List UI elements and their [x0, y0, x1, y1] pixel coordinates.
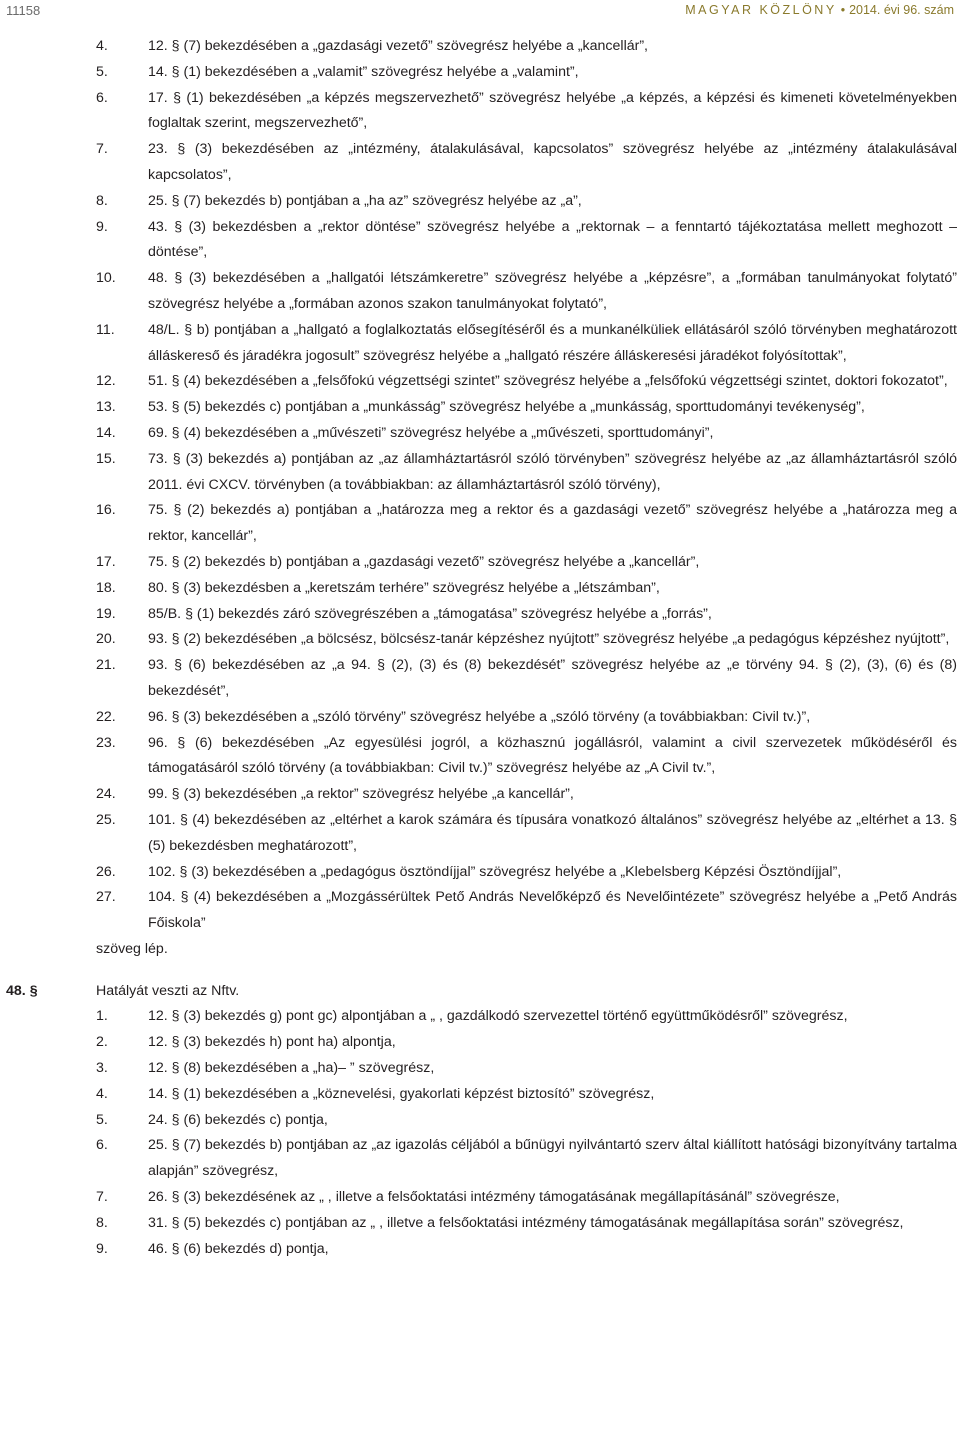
- list-item-number: 4.: [96, 38, 108, 54]
- list-item: [0, 1030, 960, 1056]
- list-item: [0, 1056, 960, 1082]
- list-item: [0, 808, 960, 860]
- list-item: [0, 1211, 960, 1237]
- list-item: [0, 421, 960, 447]
- list-item: [0, 395, 960, 421]
- list-item-number: 12.: [96, 373, 116, 390]
- list-item-number: 21.: [96, 657, 116, 674]
- list-item-number: 2.: [96, 1034, 108, 1051]
- list-item-text: 26. § (3) bekezdésének az „ , illetve a felsőoktatási intézmény támogatásának megállapításánál” szövegrésze,: [148, 1189, 840, 1206]
- list-item-text: 14. § (1) bekezdésében a „valamit” szövegrész helyébe a „valamint”,: [148, 63, 579, 80]
- list-item: [0, 498, 960, 550]
- list-item-text: 104. § (4) bekezdésében a „Mozgássérültek Pető András Nevelőképző és Nevelőintézete” szövegrész helyébe a „Pető András Főiskola”: [148, 889, 957, 932]
- list-item-number: 19.: [96, 605, 116, 622]
- list-item: [0, 60, 960, 86]
- list-item: [0, 1133, 960, 1185]
- list-item-number: 6.: [96, 89, 108, 106]
- list-item-text: 75. § (2) bekezdés b) pontjában a „gazdasági vezető” szövegrész helyébe a „kancellár”,: [148, 553, 700, 570]
- list-item: [0, 782, 960, 808]
- list-item: [0, 1237, 960, 1263]
- document-body: [0, 34, 960, 1262]
- list-item: [0, 627, 960, 653]
- list-item: [0, 1185, 960, 1211]
- list-item-number: 16.: [96, 502, 116, 519]
- list-item: [0, 369, 960, 395]
- list-item-text: 101. § (4) bekezdésében az „eltérhet a karok számára és típusára vonatkozó általános” szövegrész helyébe az „eltérhet a 13. § (5) bekezdésben meghatározott”,: [148, 811, 957, 854]
- list-item-number: 13.: [96, 399, 116, 416]
- list-item-number: 23.: [96, 734, 116, 751]
- list-item-number: 11.: [96, 321, 115, 338]
- list-item: [0, 1082, 960, 1108]
- list-item: [0, 137, 960, 189]
- list-item-number: 4.: [96, 1085, 108, 1102]
- list-item-number: 22.: [96, 708, 116, 725]
- list-item-text: 93. § (2) bekezdésében „a bölcsész, bölcsész-tanár képzéshez nyújtott” szövegrész helyébe „a pedagógus képzéshez nyújtott”,: [148, 631, 950, 648]
- list-item-text: 23. § (3) bekezdésében az „intézmény, átalakulásával, kapcsolatos” szövegrész helyébe az „intézmény átalakulásával kapcsolatos”,: [148, 141, 957, 183]
- list-item-number: 5.: [96, 1111, 108, 1128]
- section-number: 48. §: [6, 982, 38, 999]
- list-item: [0, 705, 960, 731]
- list-item-text: 80. § (3) bekezdésben a „keretszám terhére” szövegrész helyébe a „létszámban”,: [148, 579, 660, 596]
- list-item-text: 53. § (5) bekezdés c) pontjában a „munkásság” szövegrész helyébe a „munkásság, sporttudományi tevékenység”,: [148, 399, 865, 416]
- list-item-number: 26.: [96, 863, 116, 880]
- list-item-number: 1.: [96, 1008, 108, 1025]
- journal-title: [685, 3, 954, 17]
- list-item-number: 3.: [96, 1060, 108, 1077]
- list-item-text: 48. § (3) bekezdésében a „hallgatói létszámkeretre” szövegrész helyébe a „képzésre”, a „formában tanulmányokat folytató” szövegrész helyébe a „formában azonos szakon tanulmányokat folytató”,: [148, 270, 957, 312]
- list-item-number: 7.: [96, 141, 108, 158]
- amendment-list: [0, 34, 960, 937]
- list-item: [0, 602, 960, 628]
- list-item-number: 6.: [96, 1137, 108, 1154]
- list-item-number: 15.: [96, 450, 116, 467]
- list-item-text: 12. § (7) bekezdésében a „gazdasági vezető” szövegrész helyébe a „kancellár”,: [148, 38, 648, 54]
- list-item-number: 9.: [96, 218, 108, 235]
- list-item-number: 5.: [96, 63, 108, 80]
- section-title: Hatályát veszti az Nftv.: [96, 982, 240, 999]
- list-item-text: 14. § (1) bekezdésében a „köznevelési, gyakorlati képzést biztosító” szövegrész,: [148, 1085, 655, 1102]
- list-item-number: 25.: [96, 811, 116, 828]
- list-item: [0, 1004, 960, 1030]
- list-item-number: 9.: [96, 1240, 108, 1257]
- list-item-text: 51. § (4) bekezdésében a „felsőfokú végzettségi szintet” szövegrész helyébe a „felsőfokú végzettségi szintet, doktori fokozatot”,: [148, 373, 948, 390]
- list-item-number: 24.: [96, 786, 116, 803]
- list-item-text: 85/B. § (1) bekezdés záró szövegrészében a „támogatása” szövegrész helyébe a „forrás”,: [148, 605, 712, 622]
- list-item: [0, 653, 960, 705]
- list-item-number: 8.: [96, 1214, 108, 1231]
- list-item-number: 20.: [96, 631, 116, 648]
- list-item-number: 7.: [96, 1189, 108, 1206]
- list-item-text: 43. § (3) bekezdésben a „rektor döntése” szövegrész helyébe a „rektornak – a fenntartó tájékoztatása mellett meghozott – döntése”,: [148, 218, 957, 261]
- repealed-list: [0, 1004, 960, 1262]
- list-item-text: 75. § (2) bekezdés a) pontjában a „határozza meg a rektor és a gazdasági vezető” szövegrész helyébe a „határozza meg a rektor, kancellár”,: [148, 502, 957, 545]
- list-item-text: 46. § (6) bekezdés d) pontja,: [148, 1240, 329, 1257]
- list-item-text: 25. § (7) bekezdés b) pontjában a „ha az” szövegrész helyébe az „a”,: [148, 192, 582, 209]
- list-item-text: 99. § (3) bekezdésében „a rektor” szövegrész helyébe „a kancellár”,: [148, 786, 574, 803]
- list-item-number: 8.: [96, 192, 108, 209]
- list-item-text: 12. § (3) bekezdés h) pont ha) alpontja,: [148, 1034, 396, 1051]
- list-item-text: 93. § (6) bekezdésében az „a 94. § (2), (3) és (8) bekezdését” szövegrész helyébe az „e törvény 94. § (2), (3), (6) és (8) bekezdését”,: [148, 657, 957, 699]
- list-item: [0, 318, 960, 370]
- section-48: [0, 979, 960, 1005]
- list-item: [0, 266, 960, 318]
- list-item-text: 17. § (1) bekezdésében „a képzés megszervezhető” szövegrész helyébe „a képzés, a képzési és kimeneti követelményekben foglaltak szerint, megszervezhető”,: [148, 89, 957, 132]
- list-item-number: 18.: [96, 579, 116, 596]
- journal-name: MAGYAR KÖZLÖNY: [685, 3, 837, 17]
- list-item-number: 10.: [96, 270, 116, 287]
- list-item-text: 73. § (3) bekezdés a) pontjában az „az államháztartásról szóló törvényben” szövegrész helyébe az „az államháztartásról szóló 2011. évi CXCV. törvényben (a továbbiakban: az államháztartásról szóló törvény),: [148, 450, 957, 493]
- list-item: [0, 860, 960, 886]
- list-item-text: 24. § (6) bekezdés c) pontja,: [148, 1111, 328, 1128]
- list-item: [0, 447, 960, 499]
- list-item: [0, 885, 960, 937]
- list-item: [0, 731, 960, 783]
- header-separator: •: [840, 3, 846, 17]
- closing-text: szöveg lép.: [96, 940, 168, 957]
- list-item-text: 31. § (5) bekezdés c) pontjában az „ , illetve a felsőoktatási intézmény támogatásának megállapítása során” szövegrész,: [148, 1214, 904, 1231]
- list-item-text: 12. § (8) bekezdésében a „ha)– ” szövegrész,: [148, 1060, 435, 1077]
- list-item-text: 12. § (3) bekezdés g) pont gc) alpontjában a „ , gazdálkodó szervezettel történő együttműködésről” szövegrész,: [148, 1008, 848, 1025]
- list-item: [0, 1108, 960, 1134]
- list-item: [0, 189, 960, 215]
- list-item-number: 27.: [96, 889, 116, 906]
- page-number: 11158: [6, 3, 41, 18]
- list-item-text: 96. § (6) bekezdésében „Az egyesülési jogról, a közhasznú jogállásról, valamint a civil szervezetek működéséről és támogatásáról szóló törvény (a továbbiakban: Civil tv.)” szövegrész helyébe az „A Civil tv.”,: [148, 734, 957, 777]
- list-item: [0, 34, 960, 60]
- list-item: [0, 576, 960, 602]
- list-item-text: 48/L. § b) pontjában a „hallgató a foglalkoztatás elősegítéséről és a munkanélküliek ellátásáról szóló törvényben meghatározott álláskereső és járadékra jogosult” szövegrész helyébe a „hallgató részére álláskeresési járadékot folyósítottak”,: [148, 321, 957, 364]
- list-item: [0, 86, 960, 138]
- list-item-number: 14.: [96, 424, 116, 441]
- list-item-number: 17.: [96, 553, 116, 570]
- list-item-text: 96. § (3) bekezdésében a „szóló törvény” szövegrész helyébe a „szóló törvény (a továbbiakban: Civil tv.)”,: [148, 708, 811, 725]
- list-item-text: 69. § (4) bekezdésében a „művészeti” szövegrész helyébe a „művészeti, sporttudományi”,: [148, 424, 714, 441]
- issue-number: 2014. évi 96. szám: [849, 3, 954, 17]
- list-item-text: 102. § (3) bekezdésében a „pedagógus ösztöndíjjal” szövegrész helyébe a „Klebelsberg Képzési Ösztöndíjjal”,: [148, 863, 842, 880]
- list-item-text: 25. § (7) bekezdés b) pontjában az „az igazolás céljából a bűnügyi nyilvántartó szerv által kiállított hatósági bizonyítvány tartalma alapján” szövegrész,: [148, 1137, 957, 1180]
- page-header: [0, 0, 960, 22]
- list-item: [0, 215, 960, 267]
- list-item: [0, 550, 960, 576]
